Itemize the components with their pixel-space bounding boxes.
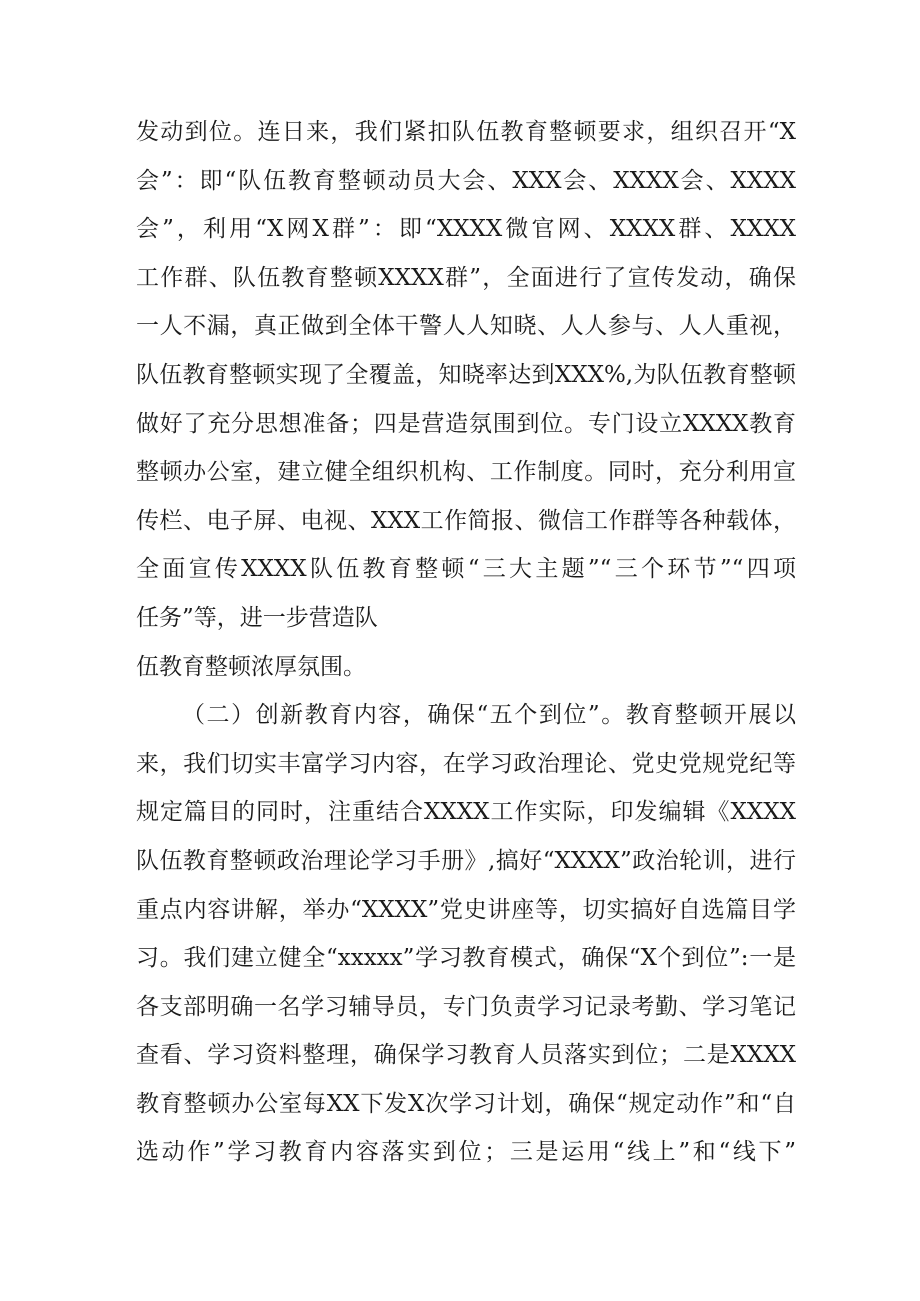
text-line: 队伍教育整顿实现了全覆盖，知晓率达到XXX%,为队伍教育整顿	[136, 361, 796, 388]
text-line: 一人不漏，真正做到全体干警人人知晓、人人参与、人人重视，	[136, 313, 796, 340]
text-line: 会”：即“队伍教育整顿动员大会、XXX会、XXXX会、XXXX	[136, 167, 796, 194]
text-line: 规定篇目的同时，注重结合XXXX工作实际，印发编辑《XXXX	[136, 799, 796, 826]
text-line: 任务”等，进一步营造队	[136, 604, 378, 631]
text-line: 发动到位。连日来，我们紧扣队伍教育整顿要求，组织召开“X	[136, 119, 796, 145]
text-line: 会”，利用“X网X群”：即“XXXX微官网、XXXX群、XXXX	[136, 216, 796, 243]
text-line: 做好了充分思想准备；四是营造氛围到位。专门设立XXXX教育	[136, 410, 796, 437]
text-line: 教育整顿办公室每XX下发X次学习计划，确保“规定动作”和“自	[136, 1090, 796, 1117]
section-heading-line: （二）创新教育内容，确保“五个到位”。教育整顿开展以	[182, 702, 796, 729]
text-line: 伍教育整顿浓厚氛围。	[136, 653, 366, 680]
text-line: 习。我们建立健全“xxxxx”学习教育模式，确保“X个到位”:一是	[136, 945, 796, 972]
text-line: 传栏、电子屏、电视、XXX工作简报、微信工作群等各种载体，	[136, 507, 796, 534]
text-line: 查看、学习资料整理，确保学习教育人员落实到位；二是XXXX	[136, 1042, 796, 1069]
text-line: 工作群、队伍教育整顿XXXX群”，全面进行了宣传发动，确保	[136, 264, 796, 291]
text-line: 各支部明确一名学习辅导员，专门负责学习记录考勤、学习笔记	[136, 993, 796, 1020]
document-body	[136, 108, 796, 1177]
text-line: 全面宣传XXXX队伍教育整顿“三大主题”“三个环节”“四项	[136, 556, 796, 583]
text-line: 来，我们切实丰富学习内容，在学习政治理论、党史党规党纪等	[136, 750, 796, 777]
text-line: 选动作”学习教育内容落实到位；三是运用“线上”和“线下”	[136, 1139, 796, 1166]
text-line: 整顿办公室，建立健全组织机构、工作制度。同时，充分利用宣	[136, 459, 796, 486]
text-line: 队伍教育整顿政治理论学习手册》,搞好“XXXX”政治轮训，进行	[136, 847, 796, 874]
text-line: 重点内容讲解，举办“XXXX”党史讲座等，切实搞好自选篇目学	[136, 896, 796, 923]
